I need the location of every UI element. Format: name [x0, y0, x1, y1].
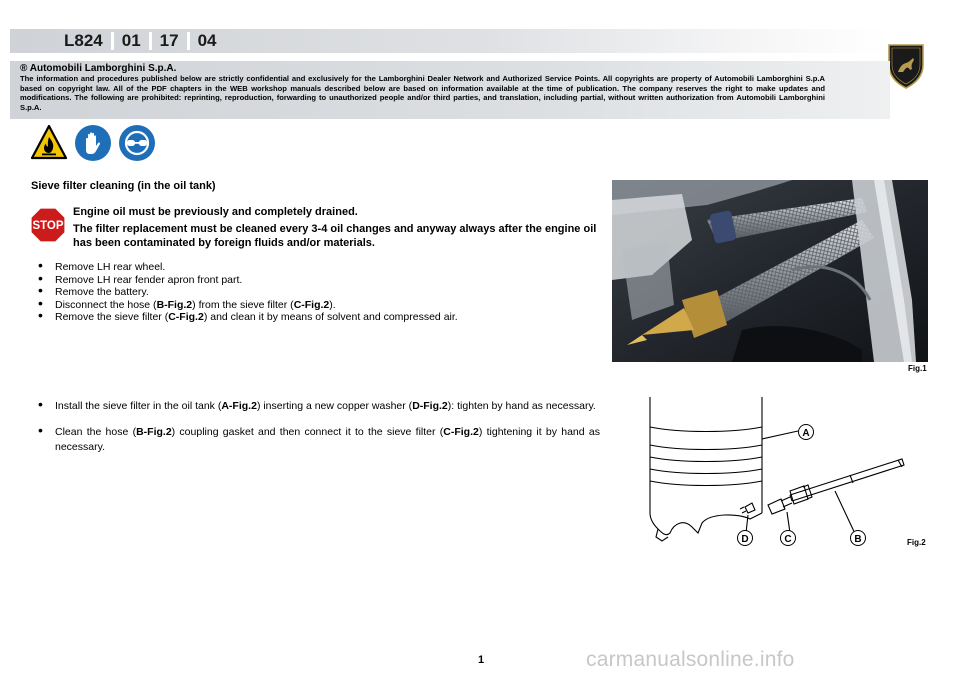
code-divider — [187, 32, 190, 50]
callout-d: D — [741, 534, 749, 545]
figure-reference: C-Fig.2 — [293, 298, 330, 311]
safety-icons — [30, 124, 156, 162]
figure-reference: D-Fig.2 — [412, 400, 448, 412]
step-text: Remove LH rear wheel. — [55, 261, 166, 273]
figure-reference: A-Fig.2 — [221, 400, 257, 412]
section-title: Sieve filter cleaning (in the oil tank) — [31, 180, 216, 192]
code-group: 01 — [121, 31, 141, 50]
flammable-warning-icon — [30, 124, 68, 160]
figure-reference: C-Fig.2 — [168, 311, 204, 323]
figure-2-label: Fig.2 — [907, 538, 926, 547]
watermark: carmanualsonline.info — [586, 648, 795, 671]
code-divider — [111, 32, 114, 50]
lamborghini-logo — [886, 43, 926, 89]
figure-reference: C-Fig.2 — [443, 426, 479, 438]
document-code — [58, 31, 223, 51]
install-steps-list — [38, 399, 600, 466]
stop-sign-label: STOP — [32, 220, 64, 232]
stop-sign-icon — [30, 207, 66, 243]
list-item: • Remove the sieve filter (C-Fig.2) and clean it by means of solvent and compressed air. — [38, 311, 608, 324]
figure-reference: B-Fig.2 — [156, 298, 193, 311]
list-item: • Disconnect the hose (B-Fig.2) from the sieve filter (C-Fig.2). — [38, 299, 608, 312]
removal-steps-list — [38, 261, 608, 324]
engine-bay-photo — [612, 180, 928, 362]
copyright-text: The information and procedures published below are strictly confidential and exclusively for the Lamborghini Dealer Network and Authorized Service Points. All copyrights are property of Automobili Lamborghini S.p.A based on copyright law. All of the PDF chapters in the WEB workshop manuals described below are based on information available at the time of publication. The company reserves the right to make updates and modifications. The following are prohibited: reprinting, reproduction, forwarding to unauthorized people and/or third parties, and translation, including partial, without written authorization from Automobili Lamborghini S.p.A. — [20, 74, 825, 112]
copyright-title: ® Automobili Lamborghini S.p.A. — [20, 63, 177, 74]
list-item — [38, 261, 608, 274]
warning-filter-interval: The filter replacement must be cleaned every 3-4 oil changes and anyway always after the engine oil has been contaminated by foreign fluids and/or materials. — [73, 223, 597, 249]
code-divider — [149, 32, 152, 50]
figure-reference: B-Fig.2 — [136, 426, 172, 438]
page-number: 1 — [478, 654, 485, 666]
step-text: Remove the battery. — [55, 286, 149, 298]
code-sheet: 04 — [197, 31, 217, 50]
code-model: L824 — [64, 31, 103, 50]
sieve-filter-diagram — [640, 395, 910, 555]
safety-goggles-icon — [118, 124, 156, 162]
code-subgroup: 17 — [159, 31, 179, 50]
list-item — [38, 286, 608, 299]
warning-drain-oil: Engine oil must be previously and completely drained. — [73, 206, 358, 218]
step-text: Remove LH rear fender apron front part. — [55, 273, 243, 286]
list-item: • Clean the hose (B-Fig.2) coupling gasket and then connect it to the sieve filter (C-Fig.2) tightening it by hand as necessary. — [38, 425, 600, 455]
callout-labels — [738, 425, 866, 546]
list-item — [38, 274, 608, 287]
protective-gloves-icon — [74, 124, 112, 162]
figure-1-label: Fig.1 — [908, 364, 927, 373]
callout-a: A — [802, 428, 810, 439]
callout-c: C — [784, 534, 792, 545]
list-item: • Install the sieve filter in the oil tank (A-Fig.2) inserting a new copper washer (D-Fig.2): tighten by hand as necessary. — [38, 399, 600, 414]
callout-b: B — [854, 534, 862, 545]
